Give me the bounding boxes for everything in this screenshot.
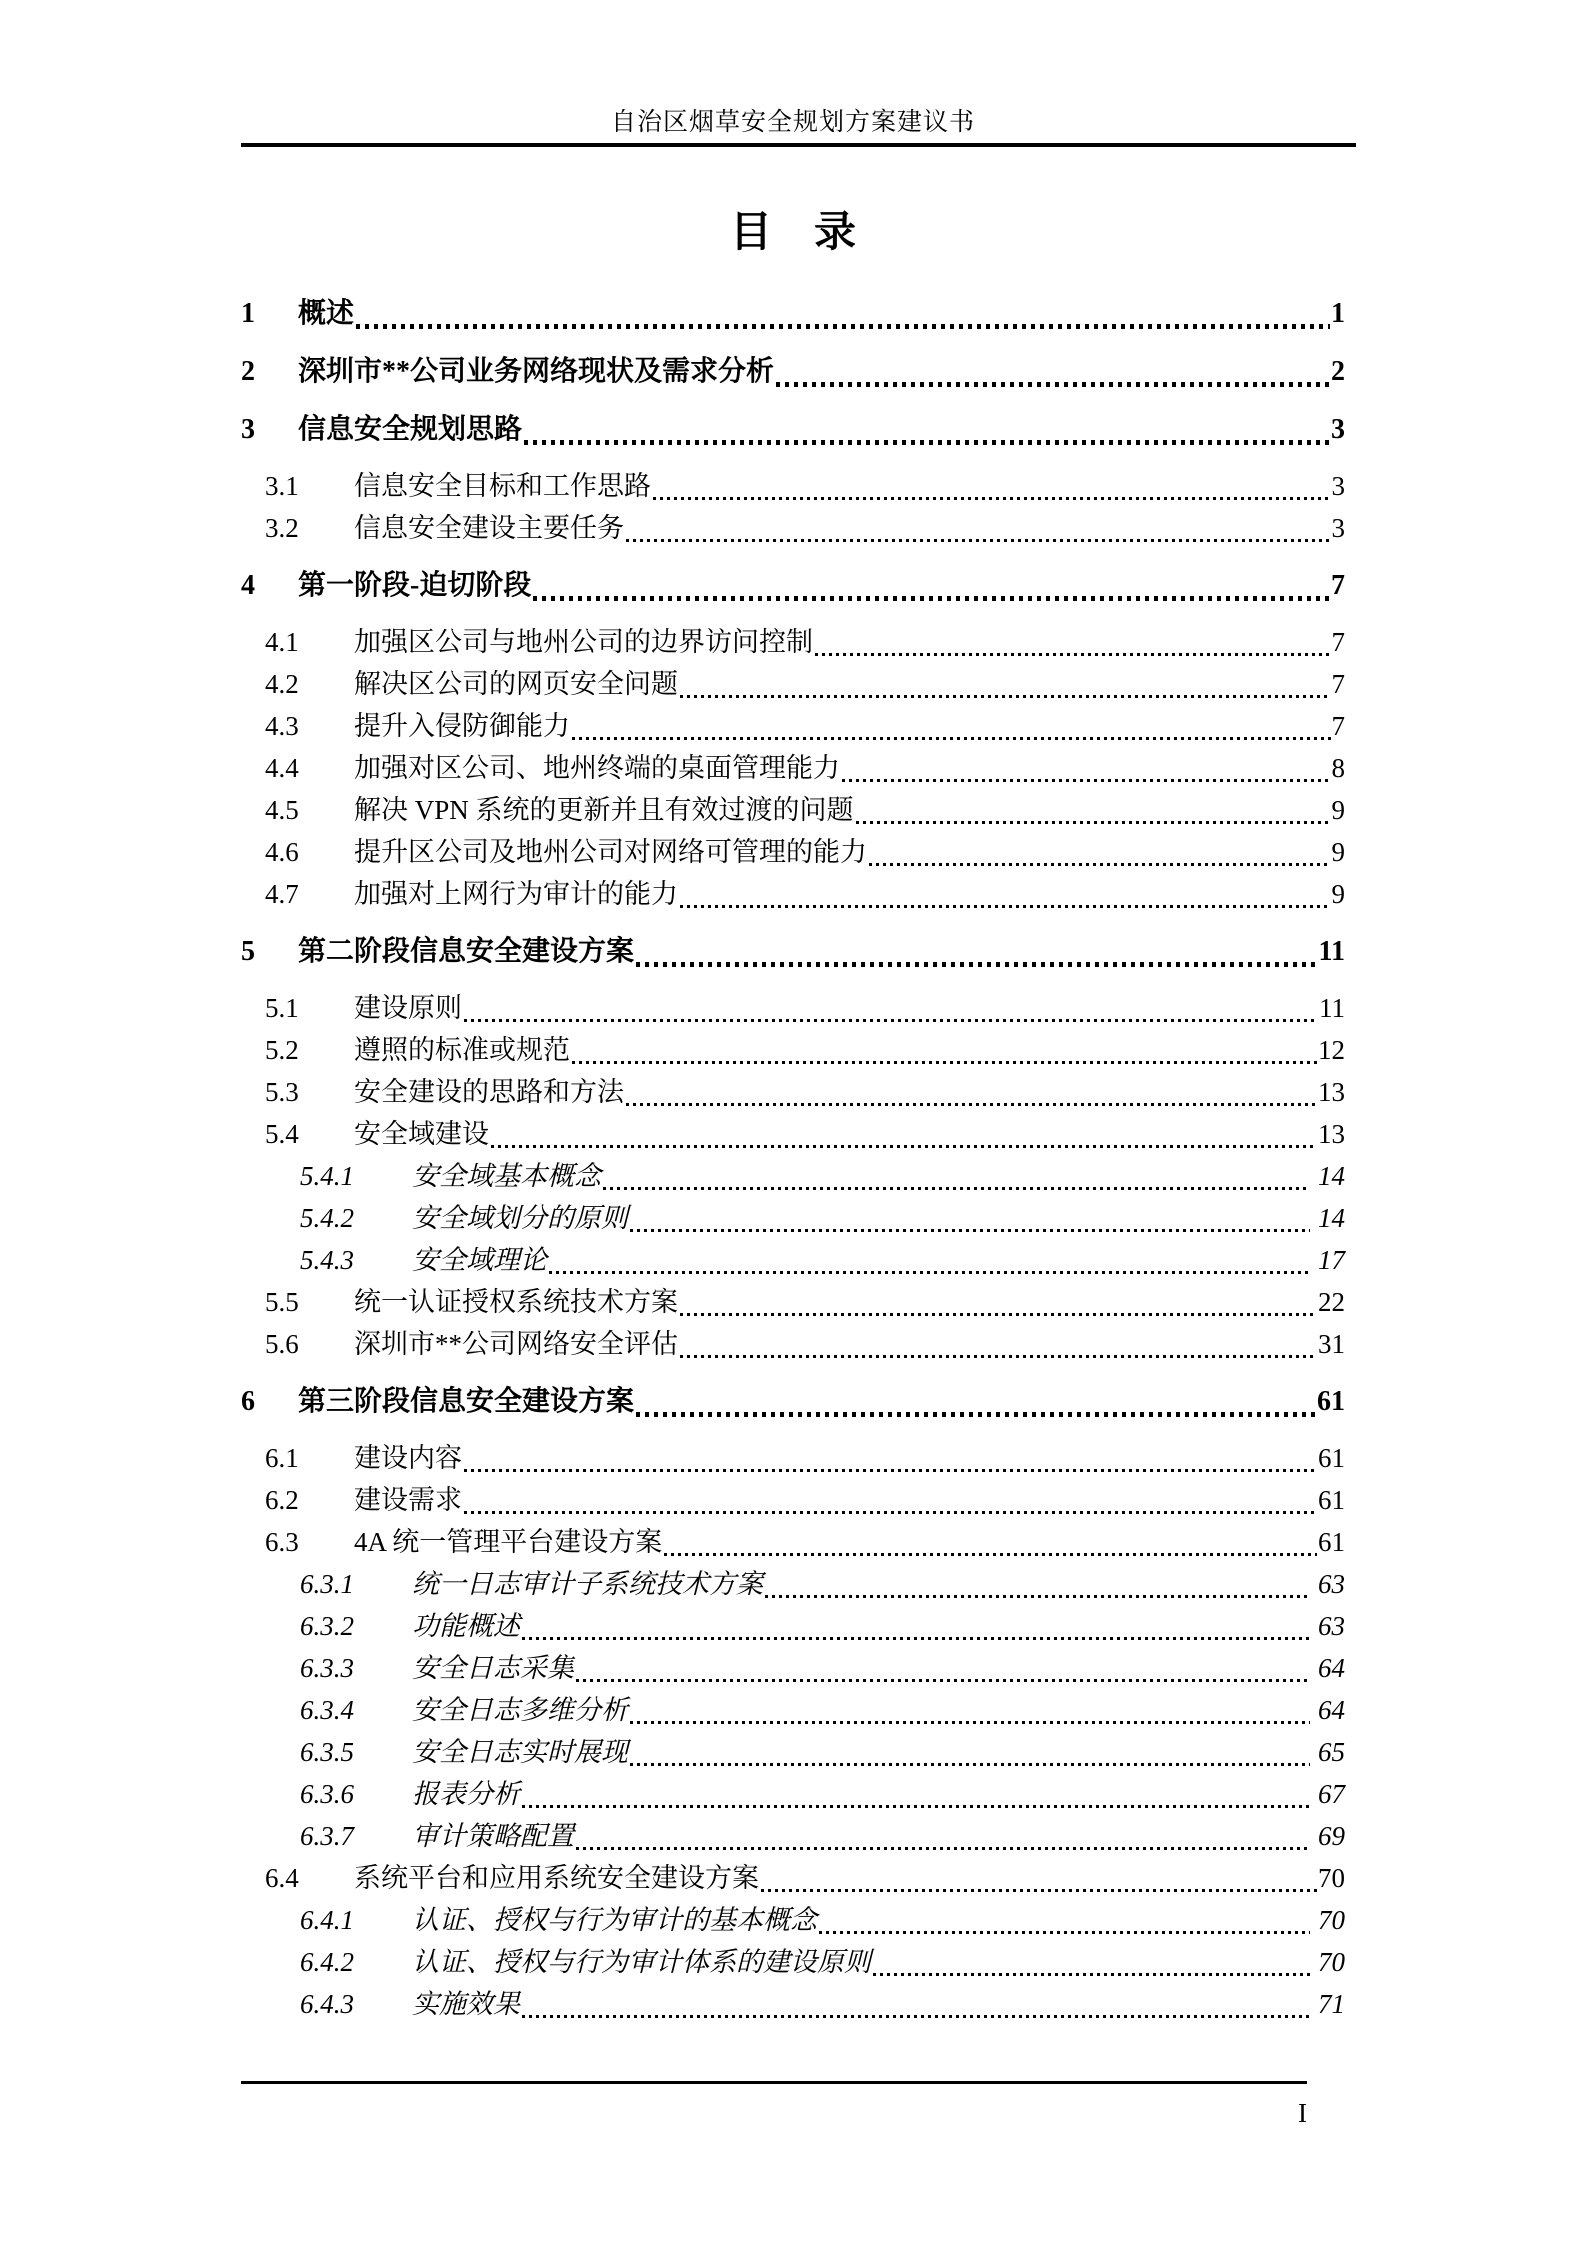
toc-entry-number: 6.3.5 <box>300 1737 354 1767</box>
toc-entry-label: 遵照的标准或规范 <box>354 1035 570 1065</box>
dot-leader <box>815 653 1331 656</box>
toc-entry-label: 认证、授权与行为审计体系的建设原则 <box>412 1947 871 1977</box>
toc-entry-label: 实施效果 <box>412 1989 520 2019</box>
toc-entry-label: 深圳市**公司网络安全评估 <box>354 1329 678 1359</box>
dot-leader <box>491 1145 1317 1148</box>
dot-leader <box>356 324 1330 329</box>
toc-entry <box>241 747 1345 789</box>
toc-entry-label: 信息安全目标和工作思路 <box>354 471 651 501</box>
dot-leader <box>630 1229 1310 1232</box>
toc-entry-page: 61 <box>1318 1527 1345 1557</box>
dot-leader <box>630 1763 1310 1766</box>
toc-entry-number: 6.2 <box>265 1485 299 1515</box>
toc-entry-page: 70 <box>1318 1863 1345 1893</box>
dot-leader <box>680 695 1331 698</box>
toc-entry-number: 5.4.2 <box>300 1203 354 1233</box>
toc-entry <box>241 1899 1345 1941</box>
toc-entry-label: 解决 VPN 系统的更新并且有效过渡的问题 <box>354 795 854 825</box>
toc-entry <box>241 1155 1345 1197</box>
toc-entry-page: 9 <box>1331 879 1345 909</box>
toc-entry-label: 统一认证授权系统技术方案 <box>354 1287 678 1317</box>
toc-entry-label: 统一日志审计子系统技术方案 <box>412 1569 763 1599</box>
toc-entry-label: 安全域建设 <box>354 1119 489 1149</box>
toc-entry <box>241 1071 1345 1113</box>
toc-entry-page: 12 <box>1318 1035 1345 1065</box>
toc-entry <box>241 663 1345 705</box>
toc-entry-number: 6.3.6 <box>300 1779 354 1809</box>
toc-entry-label: 安全域划分的原则 <box>412 1203 628 1233</box>
toc-entry <box>241 1731 1345 1773</box>
toc-entry-number: 6.3.2 <box>300 1611 354 1641</box>
dot-leader <box>533 596 1330 601</box>
toc-entry <box>241 1941 1345 1983</box>
toc-entry-number: 6.3.7 <box>300 1821 354 1851</box>
toc-entry <box>241 1983 1345 2025</box>
dot-leader <box>869 863 1331 866</box>
toc-entry-number: 5.4.3 <box>300 1245 354 1275</box>
toc-entry-number: 6.1 <box>265 1443 299 1473</box>
toc-entry-number: 1 <box>241 298 255 329</box>
toc-entry-label: 信息安全建设主要任务 <box>354 513 624 543</box>
dot-leader <box>603 1187 1310 1190</box>
toc-entry-page: 63 <box>1318 1569 1345 1599</box>
toc-entry <box>241 931 1345 973</box>
toc-entry <box>241 1689 1345 1731</box>
toc-entry-page: 7 <box>1331 627 1345 657</box>
dot-leader <box>549 1271 1310 1274</box>
toc-entry <box>241 873 1345 915</box>
toc-entry <box>241 1857 1345 1899</box>
toc-entry-number: 6.3.1 <box>300 1569 354 1599</box>
toc-entry-page: 64 <box>1318 1695 1345 1725</box>
dot-leader <box>572 737 1331 740</box>
toc-entry <box>241 1605 1345 1647</box>
toc-page-title: 目 录 <box>729 210 856 256</box>
toc-entry-page: 61 <box>1318 1485 1345 1515</box>
toc-entry-page: 7 <box>1331 711 1345 741</box>
toc-entry-page: 14 <box>1318 1203 1345 1233</box>
toc-entry-page: 67 <box>1318 1779 1345 1809</box>
dot-leader <box>765 1595 1310 1598</box>
toc-entry-page: 7 <box>1331 669 1345 699</box>
toc-entry-label: 系统平台和应用系统安全建设方案 <box>354 1863 759 1893</box>
dot-leader <box>761 1889 1317 1892</box>
toc-entry-page: 8 <box>1331 753 1345 783</box>
toc-entry-page: 71 <box>1318 1989 1345 2019</box>
toc-entry-label: 安全域理论 <box>412 1245 547 1275</box>
toc-entry <box>241 1113 1345 1155</box>
toc-entry-label: 加强对区公司、地州终端的桌面管理能力 <box>354 753 840 783</box>
toc-entry-label: 安全域基本概念 <box>412 1161 601 1191</box>
dot-leader <box>464 1019 1318 1022</box>
dot-leader <box>626 1103 1317 1106</box>
toc-entry-page: 7 <box>1331 570 1345 601</box>
toc-entry-page: 11 <box>1319 993 1345 1023</box>
toc-entry-number: 6.4 <box>265 1863 299 1893</box>
toc-entry-number: 5.4 <box>265 1119 299 1149</box>
content-area <box>241 0 1345 2025</box>
toc-entry-label: 安全日志实时展现 <box>412 1737 628 1767</box>
toc-entry-page: 69 <box>1318 1821 1345 1851</box>
toc-entry <box>241 465 1345 507</box>
toc-entry-number: 3.2 <box>265 513 299 543</box>
dot-leader <box>464 1511 1317 1514</box>
toc-entry-label: 加强对上网行为审计的能力 <box>354 879 678 909</box>
toc-entry <box>241 1815 1345 1857</box>
toc-entry-label: 报表分析 <box>412 1779 520 1809</box>
toc-entry-number: 3 <box>241 414 255 445</box>
toc-entry-number: 3.1 <box>265 471 299 501</box>
toc-entry-page: 14 <box>1318 1161 1345 1191</box>
toc-entry <box>241 351 1345 393</box>
toc-entry-page: 70 <box>1318 1947 1345 1977</box>
dot-leader <box>522 1637 1310 1640</box>
toc-entry-number: 5.1 <box>265 993 299 1023</box>
toc-entry-page: 2 <box>1331 356 1345 387</box>
toc-entry-page: 9 <box>1331 837 1345 867</box>
toc-entry-page: 9 <box>1331 795 1345 825</box>
toc-entry-label: 功能概述 <box>412 1611 520 1641</box>
toc-entry-label: 深圳市**公司业务网络现状及需求分析 <box>298 356 775 387</box>
toc-entry-label: 安全日志采集 <box>412 1653 574 1683</box>
toc-entry-label: 认证、授权与行为审计的基本概念 <box>412 1905 817 1935</box>
toc-entry-label: 解决区公司的网页安全问题 <box>354 669 678 699</box>
toc-entry-number: 5.2 <box>265 1035 299 1065</box>
toc-entry <box>241 1281 1345 1323</box>
toc-entry-number: 5.4.1 <box>300 1161 354 1191</box>
toc-entry-label: 建设原则 <box>354 993 462 1023</box>
toc-entry-page: 64 <box>1318 1653 1345 1683</box>
toc-entry-number: 6.3.4 <box>300 1695 354 1725</box>
dot-leader <box>680 905 1331 908</box>
dot-leader <box>464 1469 1317 1472</box>
toc-entry <box>241 1521 1345 1563</box>
dot-leader <box>522 1805 1310 1808</box>
toc-entry-label: 信息安全规划思路 <box>298 414 523 445</box>
dot-leader <box>636 1412 1316 1417</box>
dot-leader <box>680 1313 1317 1316</box>
toc-entry-number: 4.3 <box>265 711 299 741</box>
dot-leader <box>664 1553 1317 1556</box>
toc-entry <box>241 831 1345 873</box>
dot-leader <box>842 779 1331 782</box>
toc-entry-page: 70 <box>1318 1905 1345 1935</box>
toc-entry <box>241 1437 1345 1479</box>
toc-entry-label: 建设内容 <box>354 1443 462 1473</box>
toc-entry-number: 6 <box>241 1386 255 1417</box>
toc-entry-label: 第三阶段信息安全建设方案 <box>298 1386 635 1417</box>
toc-entry-number: 4 <box>241 570 255 601</box>
toc-entry-number: 4.5 <box>265 795 299 825</box>
toc-entry-label: 提升入侵防御能力 <box>354 711 570 741</box>
dot-leader <box>572 1061 1317 1064</box>
footer-rule <box>241 2081 1307 2084</box>
dot-leader <box>873 1973 1310 1976</box>
toc-entry-page: 1 <box>1331 298 1345 329</box>
toc-entry-number: 5 <box>241 936 255 967</box>
toc-entry-number: 4.6 <box>265 837 299 867</box>
toc-entry-page: 17 <box>1318 1245 1345 1275</box>
toc-entry <box>241 1029 1345 1071</box>
footer-page-number: I <box>1298 2098 1307 2128</box>
toc-entry <box>241 987 1345 1029</box>
toc-entry-label: 加强区公司与地州公司的边界访问控制 <box>354 627 813 657</box>
toc-entry <box>241 1197 1345 1239</box>
dot-leader <box>576 1679 1310 1682</box>
toc-entry-number: 5.3 <box>265 1077 299 1107</box>
toc-entry <box>241 1479 1345 1521</box>
toc-entry-number: 6.4.1 <box>300 1905 354 1935</box>
toc-entry <box>241 1773 1345 1815</box>
toc-entry-page: 3 <box>1331 513 1345 543</box>
toc-entry-number: 6.3 <box>265 1527 299 1557</box>
dot-leader <box>856 821 1331 824</box>
toc-entry-number: 2 <box>241 356 255 387</box>
dot-leader <box>680 1355 1317 1358</box>
dot-leader <box>630 1721 1310 1724</box>
dot-leader <box>636 962 1318 967</box>
toc-entry-number: 6.4.3 <box>300 1989 354 2019</box>
dot-leader <box>576 1847 1310 1850</box>
toc-entry-number: 6.4.2 <box>300 1947 354 1977</box>
toc-entry <box>241 507 1345 549</box>
toc-entry <box>241 1647 1345 1689</box>
toc-entry-page: 3 <box>1331 471 1345 501</box>
toc-entry <box>241 1381 1345 1423</box>
toc-entry-label: 安全日志多维分析 <box>412 1695 628 1725</box>
header-title: 自治区烟草安全规划方案建议书 <box>610 109 975 136</box>
toc-entry <box>241 293 1345 335</box>
toc-entry <box>241 565 1345 607</box>
toc-entry-number: 4.7 <box>265 879 299 909</box>
toc-entry-label: 建设需求 <box>354 1485 462 1515</box>
dot-leader <box>524 440 1330 445</box>
toc-entry-page: 63 <box>1318 1611 1345 1641</box>
toc-entry-page: 22 <box>1318 1287 1345 1317</box>
toc-entry-label: 第二阶段信息安全建设方案 <box>298 936 635 967</box>
dot-leader <box>776 382 1330 387</box>
toc-entry-page: 61 <box>1318 1443 1345 1473</box>
toc-entry-number: 4.1 <box>265 627 299 657</box>
toc-entry-page: 31 <box>1318 1329 1345 1359</box>
toc-entry <box>241 789 1345 831</box>
dot-leader <box>626 539 1331 542</box>
dot-leader <box>522 2015 1310 2018</box>
toc-entry <box>241 705 1345 747</box>
toc-list <box>241 277 1345 2025</box>
toc-entry <box>241 1563 1345 1605</box>
toc-entry <box>241 1323 1345 1365</box>
toc-entry-number: 4.2 <box>265 669 299 699</box>
toc-entry-number: 6.3.3 <box>300 1653 354 1683</box>
toc-entry <box>241 409 1345 451</box>
toc-entry <box>241 621 1345 663</box>
dot-leader <box>653 497 1331 500</box>
toc-entry-page: 65 <box>1318 1737 1345 1767</box>
toc-entry-label: 4A 统一管理平台建设方案 <box>354 1527 663 1557</box>
dot-leader <box>819 1931 1310 1934</box>
toc-entry-page: 13 <box>1318 1077 1345 1107</box>
toc-entry-page: 11 <box>1318 936 1345 967</box>
toc-entry <box>241 1239 1345 1281</box>
header-rule <box>241 143 1356 147</box>
toc-entry-label: 提升区公司及地州公司对网络可管理的能力 <box>354 837 867 867</box>
toc-entry-page: 61 <box>1317 1386 1345 1417</box>
toc-entry-label: 安全建设的思路和方法 <box>354 1077 624 1107</box>
toc-entry-page: 3 <box>1331 414 1345 445</box>
toc-entry-number: 4.4 <box>265 753 299 783</box>
toc-entry-label: 概述 <box>298 298 355 329</box>
toc-entry-page: 13 <box>1318 1119 1345 1149</box>
toc-entry-label: 审计策略配置 <box>412 1821 574 1851</box>
toc-entry-number: 5.5 <box>265 1287 299 1317</box>
toc-entry-label: 第一阶段-迫切阶段 <box>298 570 532 601</box>
toc-entry-number: 5.6 <box>265 1329 299 1359</box>
